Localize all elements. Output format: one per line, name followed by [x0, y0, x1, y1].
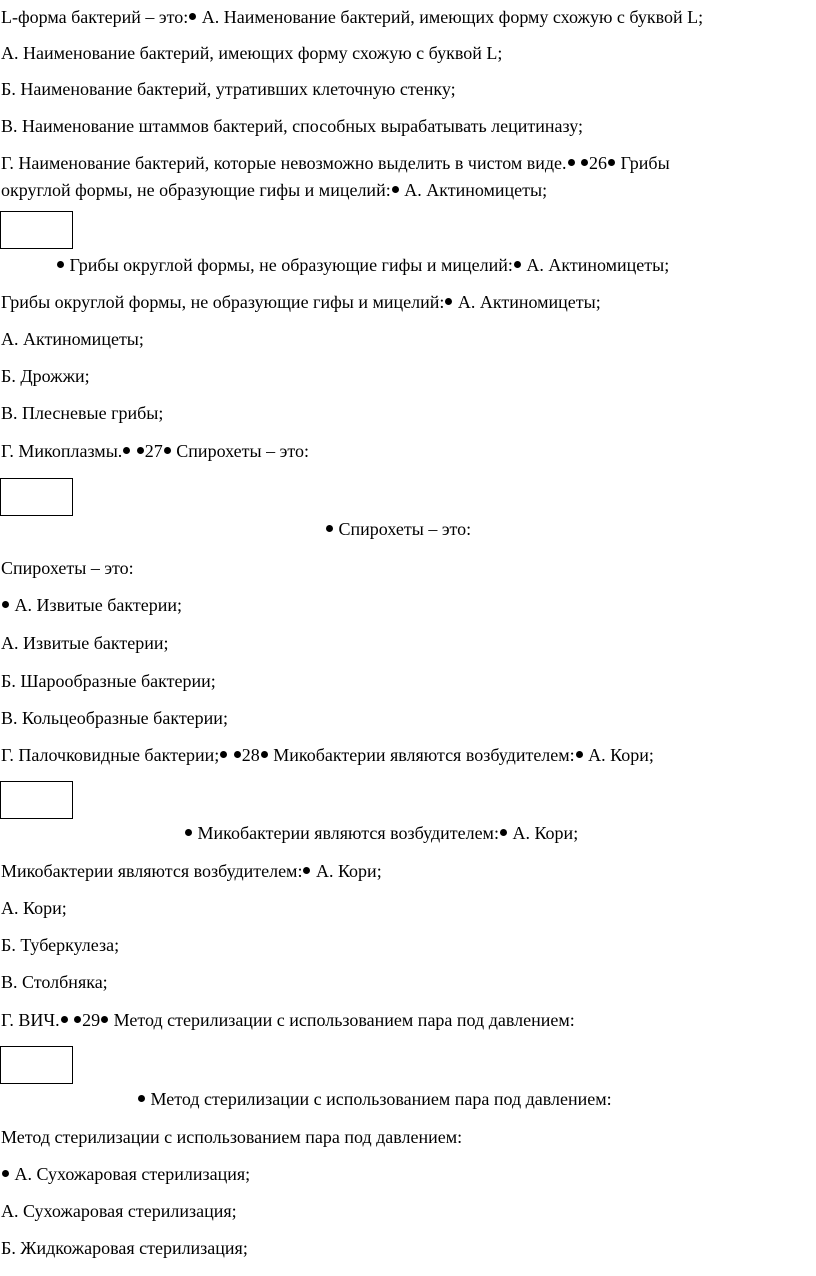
option-b: Б. Наименование бактерий, утративших клеточную стенку;: [1, 79, 456, 99]
option-b: Б. Туберкулеза;: [1, 935, 120, 955]
answer-text: А. Кори;: [583, 745, 654, 765]
question-text: округлой формы, не образующие гифы и мицелий:: [1, 180, 391, 200]
bullet-icon: [261, 751, 268, 758]
question-heading: [325, 518, 471, 540]
answer-text: А. Актиномицеты;: [453, 292, 601, 312]
answer-line: [1, 594, 182, 616]
answer-line: [1, 1163, 250, 1185]
bullet-icon: [61, 1016, 68, 1023]
question-number: 27: [144, 441, 163, 461]
option-c: В. Кольцеобразные бактерии;: [1, 708, 228, 728]
question-text: L-форма бактерий – это:: [1, 7, 189, 27]
option-d-line: [1, 440, 309, 462]
option-c: В. Столбняка;: [1, 972, 108, 992]
bullet-icon: [137, 447, 144, 454]
option-a: А. Наименование бактерий, имеющих форму схожую с буквой L;: [1, 43, 503, 63]
bullet-icon: [101, 1016, 108, 1023]
answer-text: А. Сухожаровая стерилизация;: [10, 1164, 251, 1184]
question-heading: [56, 254, 669, 276]
bullet-icon: [234, 751, 241, 758]
answer-box[interactable]: [0, 1046, 73, 1084]
question-continuation: [1, 179, 547, 201]
option-d-line: [1, 1009, 575, 1031]
bullet-icon: [608, 159, 615, 166]
question-line: Метод стерилизации с использованием пара под давлением:: [1, 1127, 463, 1147]
question-heading: [137, 1088, 612, 1110]
option-b: Б. Жидкожаровая стерилизация;: [1, 1238, 248, 1258]
bullet-icon: [220, 751, 227, 758]
bullet-icon: [581, 159, 588, 166]
bullet-icon: [138, 1095, 145, 1102]
option-a: А. Сухожаровая стерилизация;: [1, 1201, 237, 1221]
question-line: [1, 291, 601, 313]
question-number: 26: [589, 153, 608, 173]
bullet-icon: [123, 447, 130, 454]
bullet-icon: [189, 13, 196, 20]
question-text: Микобактерии являются возбудителем:: [193, 823, 499, 843]
question-heading: [184, 822, 578, 844]
option-c: В. Наименование штаммов бактерий, способных вырабатывать лецитиназу;: [1, 116, 584, 136]
answer-text: А. Кори;: [311, 861, 382, 881]
option-d: Г. ВИЧ.: [1, 1010, 60, 1030]
question-text: Грибы округлой формы, не образующие гифы и мицелий:: [65, 255, 513, 275]
question-text: Микобактерии являются возбудителем:: [268, 745, 575, 765]
bullet-icon: [445, 298, 452, 305]
option-d: Г. Палочковидные бактерии;: [1, 745, 220, 765]
bullet-icon: [2, 1170, 9, 1177]
question-text: Микобактерии являются возбудителем:: [1, 861, 303, 881]
bullet-icon: [185, 829, 192, 836]
answer-text: А. Извитые бактерии;: [10, 595, 182, 615]
option-a: А. Актиномицеты;: [1, 329, 144, 349]
bullet-icon: [74, 1016, 81, 1023]
option-d: Г. Наименование бактерий, которые невозможно выделить в чистом виде.: [1, 153, 567, 173]
question-25-line: [1, 6, 703, 28]
question-text: Спирохеты – это:: [334, 519, 472, 539]
answer-text: А. Актиномицеты;: [399, 180, 548, 200]
answer-text: А. Наименование бактерий, имеющих форму схожую с буквой L;: [197, 7, 704, 27]
question-text: Грибы округлой формы, не образующие гифы и мицелий:: [1, 292, 445, 312]
option-b: Б. Шарообразные бактерии;: [1, 671, 216, 691]
question-text: Грибы: [616, 153, 670, 173]
bullet-icon: [500, 829, 507, 836]
question-number: 29: [82, 1010, 101, 1030]
answer-box[interactable]: [0, 211, 73, 249]
bullet-icon: [2, 601, 9, 608]
option-c: В. Плесневые грибы;: [1, 403, 164, 423]
question-text: Метод стерилизации с использованием пара под давлением:: [109, 1010, 575, 1030]
bullet-icon: [57, 261, 64, 268]
option-d-line: [1, 152, 670, 174]
bullet-icon: [303, 867, 310, 874]
question-line: [1, 860, 382, 882]
option-b: Б. Дрожжи;: [1, 366, 90, 386]
answer-box[interactable]: [0, 478, 73, 516]
bullet-icon: [326, 525, 333, 532]
option-a: А. Извитые бактерии;: [1, 633, 169, 653]
option-d: Г. Микоплазмы.: [1, 441, 123, 461]
bullet-icon: [568, 159, 575, 166]
question-text: Спирохеты – это:: [171, 441, 309, 461]
bullet-icon: [164, 447, 171, 454]
bullet-icon: [392, 186, 399, 193]
answer-box[interactable]: [0, 781, 73, 819]
question-number: 28: [241, 745, 260, 765]
bullet-icon: [576, 751, 583, 758]
answer-text: А. Кори;: [507, 823, 579, 843]
answer-text: А. Актиномицеты;: [521, 255, 670, 275]
question-line: Спирохеты – это:: [1, 558, 134, 578]
option-a: А. Кори;: [1, 898, 67, 918]
question-text: Метод стерилизации с использованием пара под давлением:: [146, 1089, 612, 1109]
bullet-icon: [514, 261, 521, 268]
option-d-line: [1, 744, 654, 766]
